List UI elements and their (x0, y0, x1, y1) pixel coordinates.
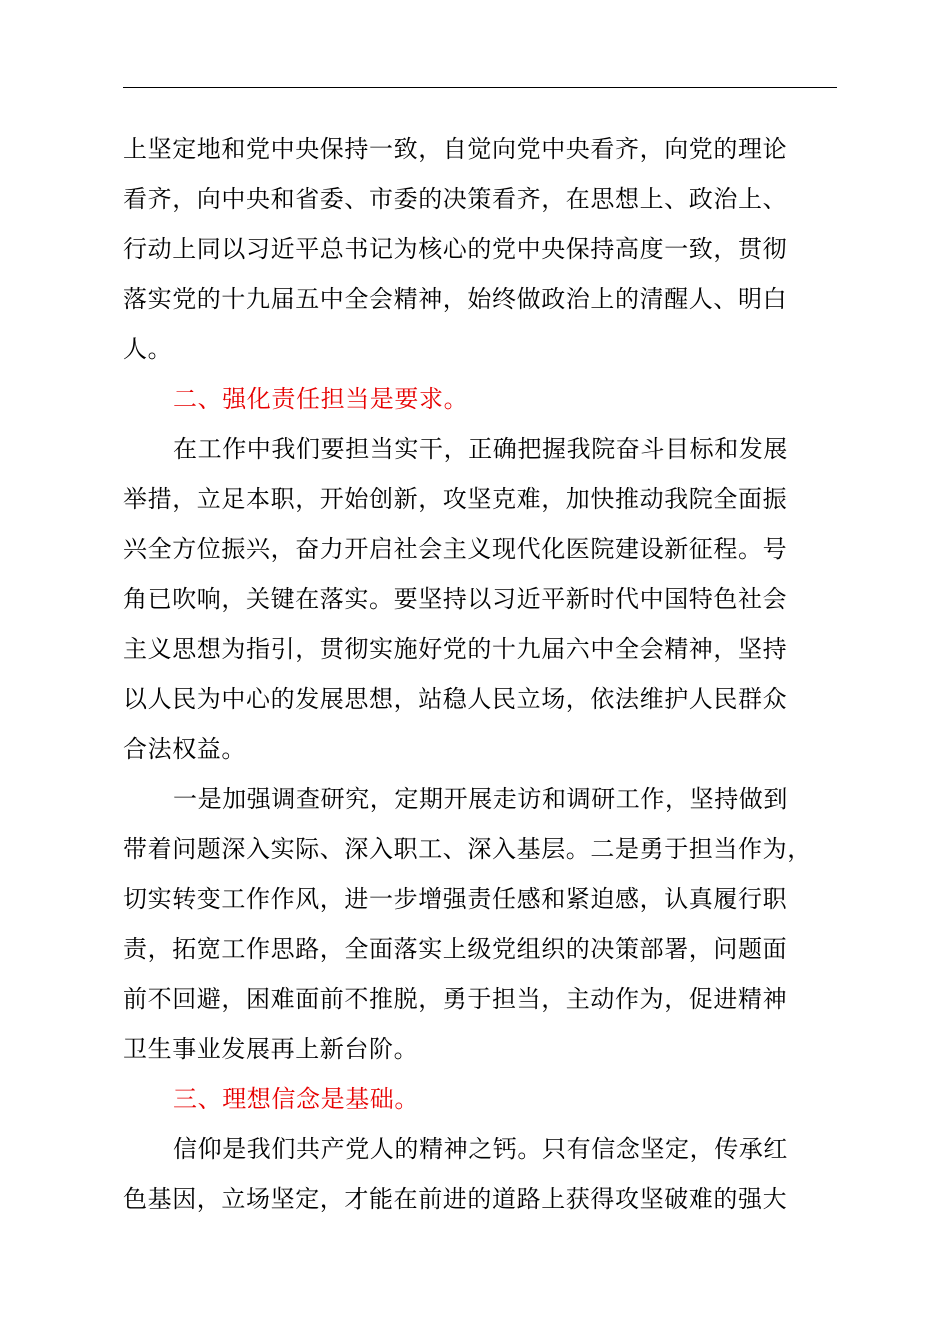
body-line: 切实转变工作作风，进一步增强责任感和紧迫感，认真履行职 (123, 885, 788, 913)
body-line: 以人民为中心的发展思想，站稳人民立场，依法维护人民群众 (123, 685, 788, 713)
body-line: 责，拓宽工作思路，全面落实上级党组织的决策部署，问题面 (123, 935, 788, 963)
paragraph-first-line: 在工作中我们要担当实干，正确把握我院奋斗目标和发展 (173, 435, 788, 463)
body-line: 上坚定地和党中央保持一致，自觉向党中央看齐，向党的理论 (123, 135, 788, 163)
body-line: 带着问题深入实际、深入职工、深入基层。二是勇于担当作为， (123, 835, 812, 863)
body-line: 举措，立足本职，开始创新，攻坚克难，加快推动我院全面振 (123, 485, 788, 513)
body-line: 卫生事业发展再上新台阶。 (123, 1035, 419, 1063)
header-rule (123, 87, 837, 88)
body-line: 合法权益。 (123, 735, 246, 763)
body-line: 落实党的十九届五中全会精神，始终做政治上的清醒人、明白 (123, 285, 788, 313)
body-line: 行动上同以习近平总书记为核心的党中央保持高度一致，贯彻 (123, 235, 788, 263)
body-line: 看齐，向中央和省委、市委的决策看齐，在思想上、政治上、 (123, 185, 788, 213)
body-line: 人。 (123, 335, 173, 363)
section-heading-3: 三、理想信念是基础。 (173, 1085, 419, 1113)
body-line: 兴全方位振兴，奋力开启社会主义现代化医院建设新征程。号 (123, 535, 788, 563)
paragraph-first-line: 一是加强调查研究，定期开展走访和调研工作，坚持做到 (173, 785, 788, 813)
body-line: 前不回避，困难面前不推脱，勇于担当，主动作为，促进精神 (123, 985, 788, 1013)
body-line: 色基因，立场坚定，才能在前进的道路上获得攻坚破难的强大 (123, 1185, 788, 1213)
body-line: 主义思想为指引，贯彻实施好党的十九届六中全会精神，坚持 (123, 635, 788, 663)
paragraph-first-line: 信仰是我们共产党人的精神之钙。只有信念坚定，传承红 (173, 1135, 788, 1163)
section-heading-2: 二、强化责任担当是要求。 (173, 385, 469, 413)
body-line: 角已吹响，关键在落实。要坚持以习近平新时代中国特色社会 (123, 585, 788, 613)
